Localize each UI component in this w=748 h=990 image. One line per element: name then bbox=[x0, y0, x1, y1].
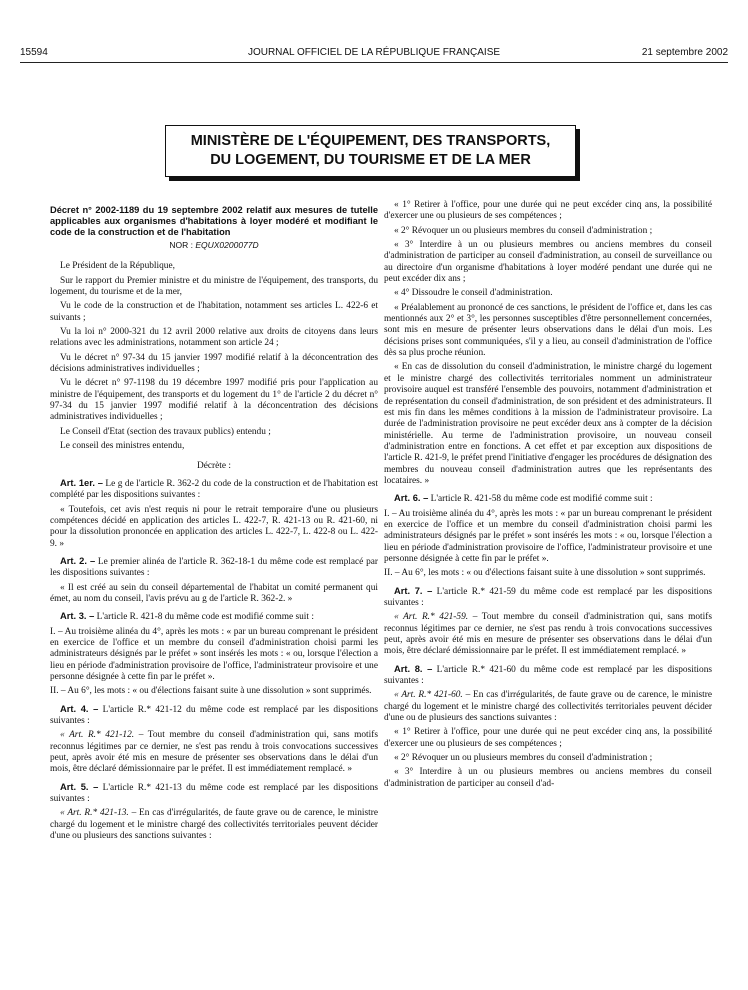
text-paragraph bbox=[384, 240, 712, 285]
paragraph-text: Le g de l'article R. 362-2 du code de la construction et de l'habitation est complété par les dispositions suivantes : bbox=[50, 478, 379, 501]
paragraph-text: « 3° Interdire à un ou plusieurs membres ou anciens membres du conseil d'administration de participer au conseil d'ad- bbox=[384, 767, 712, 789]
preamble-paragraph: Vu la loi n° 2000-321 du 12 avril 2000 relative aux droits de citoyens dans leurs relations avec les administrations, notamment son article 24 ; bbox=[50, 327, 378, 349]
paragraph-text: « 2° Révoquer un ou plusieurs membres du conseil d'administration ; bbox=[394, 753, 653, 764]
article-paragraph bbox=[50, 704, 378, 728]
journal-title: JOURNAL OFFICIEL DE LA RÉPUBLIQUE FRANÇAISE bbox=[247, 47, 501, 58]
paragraph-text: II. – Au 6°, les mots : « ou d'élections faisant suite à une dissolution » sont supprimés. bbox=[50, 686, 372, 697]
text-paragraph bbox=[384, 509, 712, 566]
article-citation: « Art. R.* 421-59. bbox=[394, 612, 469, 623]
paragraph-text: L'article R.* 421-59 du même code est remplacé par les dispositions suivantes : bbox=[384, 586, 712, 608]
article-number: Art. 8. – bbox=[394, 663, 433, 674]
nor-label: NOR : bbox=[169, 240, 193, 250]
text-paragraph bbox=[384, 690, 712, 724]
nor-reference bbox=[50, 240, 378, 251]
preamble-paragraph: Le Conseil d'Etat (section des travaux publics) entendu ; bbox=[60, 426, 271, 437]
text-paragraph bbox=[384, 727, 712, 750]
ministry-line-2: DU LOGEMENT, DU TOURISME ET DE LA MER bbox=[210, 152, 531, 168]
preamble-paragraph: Vu le décret n° 97-1198 du 19 décembre 1997 modifié pris pour l'application au ministre de l'équipement, des transports et du logement du 1° de l'article 2 du décret n° 97-34 du 15 janvier 1997 modifié relatif à la déconcentration des décisions administratives individuelles ; bbox=[50, 378, 378, 423]
text-paragraph bbox=[384, 226, 712, 237]
text-paragraph bbox=[50, 686, 378, 697]
article-number: Art. 6. – bbox=[394, 493, 429, 504]
text-paragraph bbox=[384, 362, 712, 487]
paragraph-text: I. – Au troisième alinéa du 4°, après les mots : « par un bureau comprenant le président en exercice de l'office et un membre du conseil d'administration choisi parmi les administrateurs désignés par le préfet » sont insérés les mots : « ou, lorsque l'élection a lieu en période d'administration provisoire de l'office, l'administrateur provisoire et une personne désignée à cette fin par le préfet ». bbox=[384, 508, 712, 564]
page-header bbox=[20, 47, 728, 61]
paragraph-text: – En cas d'irrégularités, de faute grave ou de carence, le ministre chargé du logement et le ministre chargé des collectivités territoriales peuvent décider d'une ou plusieurs des sanctions suivantes : bbox=[50, 808, 378, 842]
preamble-paragraph: Vu le code de la construction et de l'habitation, notamment ses articles L. 422-6 et suivants ; bbox=[50, 301, 378, 323]
text-paragraph bbox=[384, 767, 712, 790]
paragraph-text: « Toutefois, cet avis n'est requis ni pour le retrait temporaire d'une ou plusieurs compétences décidé en application des articles L. 422-7, R. 421-13 ou R. 421-60, ni pour la dissolution prononcée en application des articles L. 422-7, L. 422-8 ou L. 422-9. » bbox=[50, 504, 378, 549]
article-paragraph bbox=[384, 664, 712, 688]
left-column bbox=[50, 200, 378, 845]
page-number: 15594 bbox=[20, 47, 48, 58]
article-number: Art. 5. – bbox=[60, 781, 99, 792]
decrete-heading: Décrète : bbox=[197, 460, 231, 471]
text-paragraph bbox=[50, 583, 378, 606]
paragraph-text: « 3° Interdire à un ou plusieurs membres ou anciens membres du conseil d'administration de participer au conseil d'administration, au conseil de surveillance ou au directoire d'un organisme d'habitations à loyer modéré pendant une durée qui ne peut excéder dix ans ; bbox=[384, 240, 712, 285]
text-paragraph bbox=[384, 612, 712, 657]
article-paragraph bbox=[50, 611, 378, 623]
article-paragraph bbox=[384, 586, 712, 610]
ministry-line-1: MINISTÈRE DE L'ÉQUIPEMENT, DES TRANSPORTS, bbox=[190, 133, 551, 149]
header-rule bbox=[20, 62, 728, 63]
ministry-box bbox=[165, 125, 576, 177]
paragraph-text: – Tout membre du conseil d'administration qui, sans motifs reconnus légitimes par ce dernier, ne s'est pas rendu à trois convocations successives peut, après avoir été mis en mesure de présenter ses observations dans le délai d'un mois, être déclaré démissionnaire par le préfet. Il est immédiatement remplacé. » bbox=[50, 730, 379, 775]
text-paragraph bbox=[384, 753, 712, 764]
paragraph-text: « En cas de dissolution du conseil d'administration, le ministre chargé du logement et le ministre chargé des collectivités territoriales nomment un administrateur provisoire auquel est transféré l'ensemble des pouvoirs, notamment d'administration et de représentation du conseil d'administration, de son président et des administrateurs. Il est mis fin dans les mêmes conditions à la mission de l'administrateur provisoire. La durée de l'administration provisoire ne peut excéder deux ans à compter de la décision ministérielle. Au terme de l'administration provisoire, un nouveau conseil d'administration entre en fonctions. A cet effet et par exception aux dispositions de l'article R. 421-9, le préfet prend l'initiative d'engager les procédures de désignation des membres du nouveau conseil d'administration autres que les représentants des locataires. » bbox=[384, 362, 712, 486]
text-paragraph bbox=[50, 627, 378, 684]
preamble bbox=[50, 261, 378, 452]
article-number: Art. 2. – bbox=[60, 555, 96, 566]
article-paragraph bbox=[50, 782, 378, 806]
left-articles bbox=[50, 478, 378, 843]
paragraph-text: « 2° Révoquer un ou plusieurs membres du conseil d'administration ; bbox=[394, 225, 653, 236]
text-paragraph bbox=[50, 505, 378, 550]
paragraph-text: Le premier alinéa de l'article R. 362-18-1 du même code est remplacé par les dispositions suivantes : bbox=[50, 556, 379, 579]
article-paragraph bbox=[384, 493, 712, 505]
paragraph-text: II. – Au 6°, les mots : « ou d'élections faisant suite à une dissolution » sont supprimés. bbox=[384, 568, 706, 579]
text-paragraph bbox=[384, 288, 712, 299]
article-paragraph bbox=[50, 556, 378, 580]
paragraph-text: L'article R. 421-58 du même code est modifié comme suit : bbox=[428, 494, 653, 505]
paragraph-text: L'article R.* 421-13 du même code est remplacé par les dispositions suivantes : bbox=[50, 782, 378, 805]
paragraph-text: L'article R.* 421-60 du même code est remplacé par les dispositions suivantes : bbox=[384, 664, 712, 687]
article-number: Art. 1er. – bbox=[60, 477, 103, 488]
article-number: Art. 4. – bbox=[60, 703, 99, 714]
paragraph-text: « 4° Dissoudre le conseil d'administration. bbox=[394, 288, 553, 299]
paragraph-text: « 1° Retirer à l'office, pour une durée qui ne peut excéder cinq ans, la possibilité d'exercer une ou plusieurs de ses compétences ; bbox=[384, 200, 712, 222]
right-articles bbox=[384, 200, 712, 790]
paragraph-text: – En cas d'irrégularités, de faute grave ou de carence, le ministre chargé du logement et le ministre chargé des collectivités territoriales peuvent décider d'une ou de plusieurs des sanctions suivantes : bbox=[384, 690, 712, 724]
publication-date: 21 septembre 2002 bbox=[641, 47, 728, 58]
text-paragraph bbox=[384, 200, 712, 223]
right-column bbox=[384, 200, 712, 793]
paragraph-text: I. – Au troisième alinéa du 4°, après les mots : « par un bureau comprenant le président en exercice de l'office et un membre du conseil d'administration choisi parmi les administrateurs désignés par le préfet » sont insérés les mots : « ou, lorsque l'élection a lieu en période d'administration provisoire de l'office, l'administrateur provisoire et une personne désignée à cette fin par le préfet ». bbox=[50, 626, 378, 682]
paragraph-text: « Préalablement au prononcé de ces sanctions, le président de l'office et, dans les cas mentionnés aux 2° et 3°, les personnes susceptibles d'être personnellement concernées, sont mis en mesure de présenter leurs observations dans le délai d'un mois. Les décisions prises sont communiquées, s'il y a lieu, au conseil d'administration de l'office dès sa plus proche réunion. bbox=[384, 302, 712, 359]
article-number: Art. 3. – bbox=[60, 611, 95, 622]
text-paragraph bbox=[50, 808, 378, 842]
paragraph-text: L'article R. 421-8 du même code est modifié comme suit : bbox=[94, 612, 314, 623]
preamble-paragraph: Le conseil des ministres entendu, bbox=[60, 441, 185, 452]
paragraph-text: – Tout membre du conseil d'administration qui, sans motifs reconnus légitimes par ce dernier, ne s'est pas rendu à trois convocations successives peut, après avoir été mis en mesure de présenter ses observations dans le délai d'un mois, être déclaré démissionnaire par le préfet. Il est immédiatement remplacé. » bbox=[384, 612, 713, 657]
text-paragraph bbox=[384, 303, 712, 360]
paragraph-text: « Il est créé au sein du conseil départemental de l'habitat un comité permanent qui émet, au nom du conseil, l'avis prévu au g de l'article R. 362-2. » bbox=[50, 582, 378, 604]
preamble-paragraph: Vu le décret n° 97-34 du 15 janvier 1997 modifié relatif à la déconcentration des décisions administratives individuelles ; bbox=[50, 352, 378, 375]
paragraph-text: L'article R.* 421-12 du même code est remplacé par les dispositions suivantes : bbox=[50, 704, 378, 727]
article-paragraph bbox=[50, 478, 378, 502]
decree-title: Décret n° 2002-1189 du 19 septembre 2002 relatif aux mesures de tutelle applicables aux organismes d'habitations à loyer modéré et modifiant le code de la construction et de l'habitation bbox=[50, 205, 378, 237]
preamble-paragraph: Le Président de la République, bbox=[60, 261, 175, 272]
preamble-paragraph: Sur le rapport du Premier ministre et du ministre de l'équipement, des transports, du logement, du tourisme et de la mer, bbox=[50, 275, 378, 298]
article-citation: « Art. R.* 421-13. bbox=[60, 808, 129, 819]
text-paragraph bbox=[384, 568, 712, 579]
article-citation: « Art. R.* 421-12. bbox=[60, 730, 135, 741]
article-number: Art. 7. – bbox=[394, 585, 433, 596]
nor-value: EQUX0200077D bbox=[195, 240, 259, 250]
text-paragraph bbox=[50, 730, 378, 775]
article-citation: « Art. R.* 421-60. bbox=[394, 690, 463, 701]
paragraph-text: « 1° Retirer à l'office, pour une durée qui ne peut excéder cinq ans, la possibilité d'exercer une ou plusieurs de ses compétences ; bbox=[384, 727, 712, 749]
